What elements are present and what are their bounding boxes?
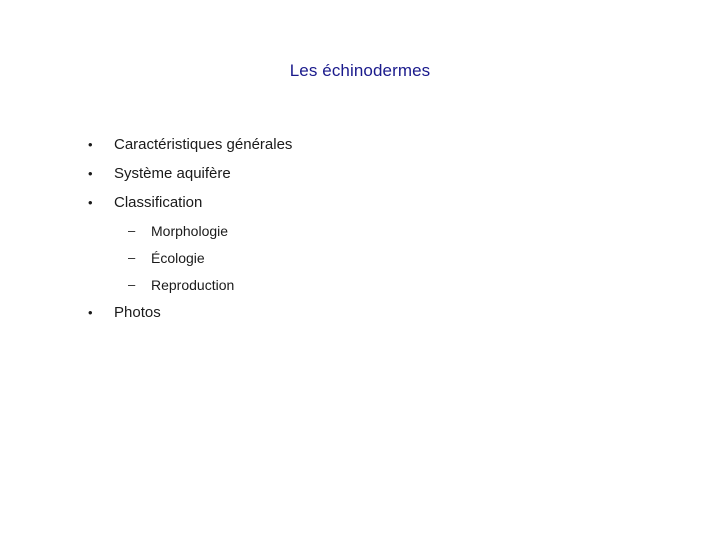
bullet-label: Classification <box>114 194 203 211</box>
bullet-icon: • <box>88 166 93 181</box>
slide-title: Les échinodermes <box>289 61 431 80</box>
bullet-label: Caractéristiques générales <box>114 136 293 153</box>
sub-item-label: Écologie <box>151 250 205 266</box>
bullet-icon: • <box>88 137 93 152</box>
sub-item-label: Reproduction <box>151 277 235 293</box>
bullet-icon: • <box>88 305 93 320</box>
bullet-label: Système aquifère <box>114 165 231 182</box>
dash-icon: – <box>128 223 136 238</box>
bullet-icon: • <box>88 195 93 210</box>
dash-icon: – <box>128 250 136 265</box>
dash-icon: – <box>128 277 136 292</box>
bullet-label: Photos <box>114 304 161 321</box>
sub-item-label: Morphologie <box>151 223 229 239</box>
